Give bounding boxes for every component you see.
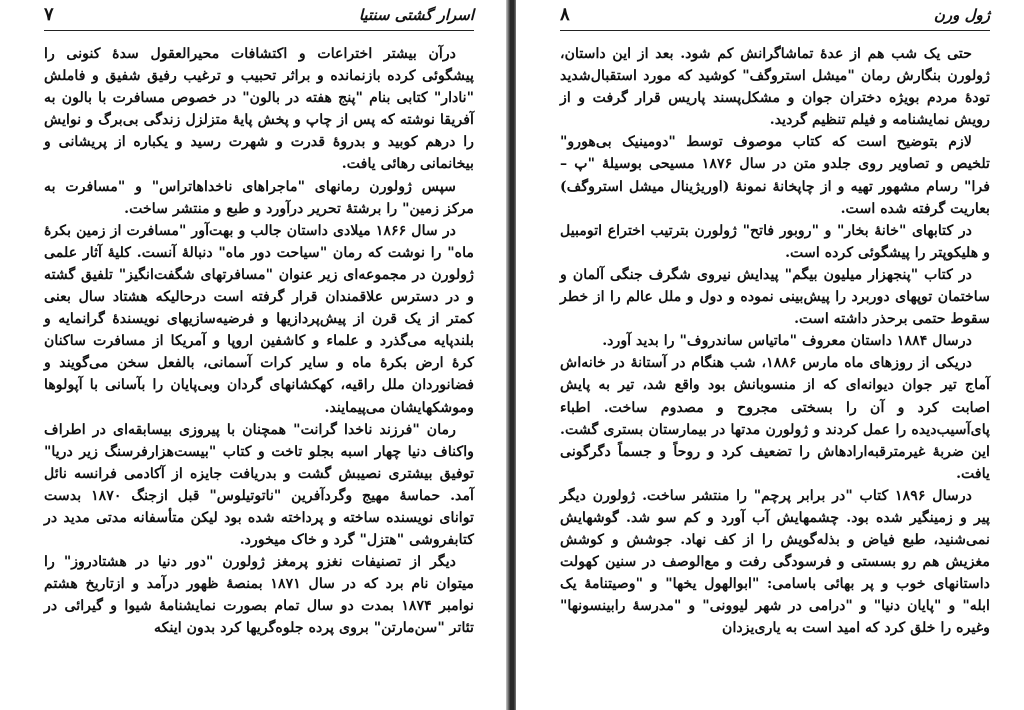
left-page-body <box>44 43 474 640</box>
paragraph: سپس ژولورن رمانهای "ماجراهای ناخداهاتراس" و "مسافرت به مرکز زمین" را برشته‌ٔ تحریر درآورد و طبع و منتشر ساخت. <box>44 178 474 217</box>
right-page <box>516 0 1024 710</box>
left-page-header <box>44 4 474 31</box>
right-page-header <box>560 4 990 31</box>
paragraph: حتی یک شب هم از عده‌ٔ تماشاگرانش کم شود. بعد از این داستان، ژولورن بنگارش رمان "میشل استروگف" کوشید که مورد استقبال‌شدید توده‌ٔ مردم بویژه دختران جوان و مشکل‌پسند پاریس قرار گرفت و از رویش نمایشنامه و فیلم تنظیم گردید. <box>560 46 990 129</box>
right-header-title: ژول ورن <box>933 6 990 24</box>
paragraph: در کتابهای "خانه‌ٔ بخار" و "روبور فاتح" ژولورن بترتیب اختراع اتومبیل و هلیکوپتر را پیشگوئی کرده است. <box>560 222 990 261</box>
paragraph: در کتاب "پنجهزار میلیون بیگم" پیدایش نیروی شگرف جنگی آلمان و ساختمان توپهای دوربرد را پیش‌بینی نموده و دول و ملل عالم را از خطر سقوط حتمی برحذر داشته است. <box>560 266 990 328</box>
paragraph: لازم بتوضیح است که کتاب موصوف توسط "دومینیک بی‌هورو" تلخیص و تصاویر روی جلدو متن در سال ۱۸۷۶ مسیحی بوسیله‌ٔ "پ – فرا" رسام مشهور تهیه و از چاپخانه‌ٔ نمونه‌ٔ (اوریژینال میشل استروگف) بعاریت گرفته شده است. <box>560 134 990 217</box>
left-page <box>0 0 508 710</box>
paragraph: رمان "فرزند ناخدا گرانت" همچنان با پیروزی بیسابقه‌ای در اطراف واکناف دنیا چهار اسبه بجلو تاخت و کتاب "بیست‌هزارفرسنگ زیر دریا" توفیق بیشتری نصیبش گشت و بدریافت جایزه از آکادمی فرانسه نائل آمد. حماسه‌ٔ مهیج وگردآفرین "ناتوتیلوس" قبل ازجنگ ۱۸۷۰ بدست توانای نویسنده ساخته و پرداخته شده بود لیکن متأسفانه مدتی مدید در کتابفروشی "هتزل" گرد و خاک میخورد. <box>44 421 475 549</box>
paragraph: در سال ۱۸۶۶ میلادی داستان جالب و بهت‌آور "مسافرت از زمین بکره‌ٔ ماه" را نوشت که رمان "سیاحت دور ماه" دنباله‌ٔ آنست. کلیه‌ٔ آثار علمی ژولورن در مجموعه‌ای زیر عنوان "مسافرتهای شگفت‌انگیز" تلفیق گشته و در دسترس علاقمندان قرار گرفته است درحالیکه هشتاد سال بعنی کمتر از یک قرن از پیش‌پردازیها و فرضیه‌سازیهای نویسنده‌ٔ گرانمایه و بلندپایه می‌گذرد و علماء و کاشفین اروپا و آمریکا از مسافرت ساکنان کره‌ٔ ارض بکره‌ٔ ماه و سایر کرات آسمانی، بالفعل سخن می‌گویند و فضانوردان ملل راقیه، کهکشانهای گردان وبی‌پایان را بآسانی با آپولوها وموشکهایشان می‌پیمایند. <box>44 222 474 416</box>
paragraph: درآن بیشتر اختراعات و اکتشافات محیرالعقول سده‌ٔ کنونی را پیشگوئی کرده بازنمانده و براثر تحبیب و ترغیب رفیق شفیق و فاملش "نادار" کتابی بنام "پنج هفته در بالون" در خصوص مسافرت با بالون به آفریقا نوشته که پس از چاپ و پخش پایه‌ٔ متزلزل زندگی بی‌برگ و نوایش را درهم کوبید و بدروه‌ٔ قدرت و شهرت رسید و یکباره از پریشانی و بیخانمانی رهائی یافت. <box>44 46 474 173</box>
left-page-number: ۷ <box>44 4 54 25</box>
right-page-number: ۸ <box>560 4 570 25</box>
paragraph: درسال ۱۸۸۴ داستان معروف "ماتیاس ساندروف" را بدید آورد. <box>602 333 972 350</box>
left-header-title: اسرار گشتی سنتیا <box>358 6 474 24</box>
right-page-body <box>560 43 990 640</box>
paragraph: دریکی از روزهای ماه مارس ۱۸۸۶، شب هنگام در آستانه‌ٔ در خانه‌اش آماج تیر جوان دیوانه‌ای که از منسوبانش بود واقع شد، تیر به پایش اصابت کرد و آن را بسختی مجروح و مصدوم ساخت. اطباء پای‌آسیب‌دیده را عمل کردند و ژولورن مدتها در بیمارستان بستری گشت. این ضربه‌ٔ غیرمترقبه‌ارادهاش را تضعیف کرد و روحاً و جسماً دگرگونی یافت. <box>560 355 990 482</box>
paragraph: دیگر از تصنیفات نغزو پرمغز ژولورن "دور دنیا در هشتادروز" را میتوان نام برد که در سال ۱۸۷۱ بمنصه‌ٔ ظهور درآمد و ازتاریخ هشتم نوامبر ۱۸۷۴ بمدت دو سال تمام بصورت نمایشنامه‌ٔ شیوا و گیرائی در تئاتر "سن‌مارتن" بروی پرده جلوه‌گریها کرد بدون اینکه <box>44 554 474 637</box>
paragraph: درسال ۱۸۹۶ کتاب "در برابر پرچم" را منتشر ساخت. ژولورن دیگر پیر و زمینگیر شده بود. چشمهایش آب آورد و کم سو شد. گوشهایش نمی‌شنید، طبع فیاض و بذله‌گویش را از کف نهاد. جوشش و کوشش مغزیش هم رو بسستی و فرسودگی رفت و مع‌الوصف در سنین کهولت داستانهای خوب و پر بهائی باسامی: "ابوالهول یخها" و "وصیتنامه‌ٔ یک ابله" و "پایان دنیا" و "درامی در شهر لیوونی" و "مدرسه‌ٔ رابینسونها" وغیره را خلق کرد که امید است به یاری‌یزدان <box>560 487 990 637</box>
